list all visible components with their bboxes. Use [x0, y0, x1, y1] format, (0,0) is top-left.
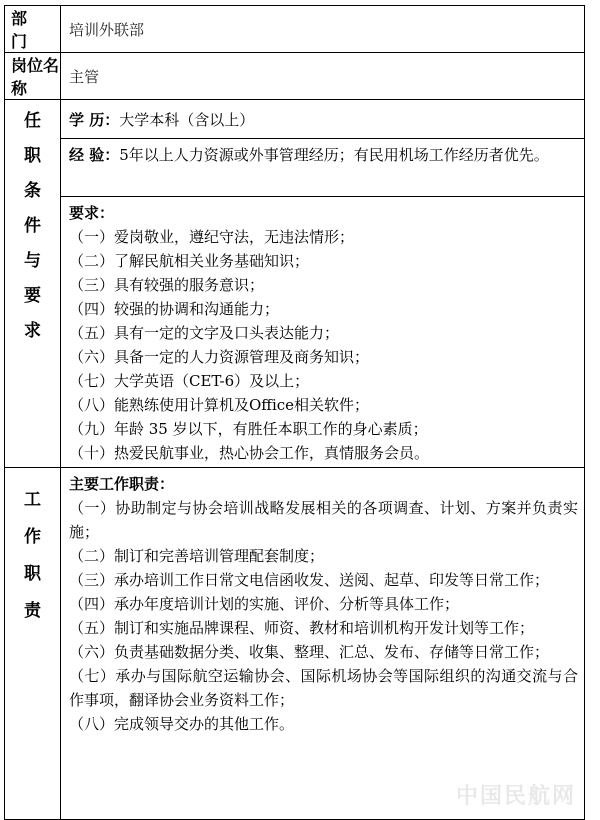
duty-item: （七）承办与国际航空运输协会、国际机场协会等国际组织的沟通交流与合作事项，翻译协会业务资料工作； — [69, 667, 578, 709]
requirement-item: （四）较强的协调和沟通能力； — [69, 300, 280, 318]
qual-char: 任 — [24, 111, 41, 131]
requirement-item: （十）热爱民航事业，热心协会工作，真情服务会员。 — [69, 444, 430, 462]
requirements-title: 要求： — [69, 204, 115, 222]
watermark-logo: 中国民航网 — [455, 784, 576, 809]
requirement-item: （三）具有较强的服务意识； — [69, 276, 265, 294]
education-row — [5, 100, 585, 139]
requirement-item: （九）年龄 35 岁以下，有胜任本职工作的身心素质； — [69, 420, 428, 438]
experience-label: 经 验： — [69, 146, 120, 164]
experience-value: 5年以上人力资源或外事管理经历；有民用机场工作经历者优先。 — [119, 146, 549, 164]
duty-item: （三）承办培训工作日常文电信函收发、送阅、起草、印发等日常工作； — [69, 571, 550, 589]
duty-item: （一）协助制定与协会培训战略发展相关的各项调查、计划、方案并负责实施； — [69, 499, 578, 541]
requirement-item: （二）了解民航相关业务基础知识； — [69, 252, 310, 270]
duty-item: （五）制订和实施品牌课程、师资、教材和培训机构开发计划等工作； — [69, 619, 535, 637]
job-description-sheet — [4, 5, 584, 820]
duty-item: （二）制订和完善培训管理配套制度； — [69, 547, 325, 565]
position-label: 岗位名称 — [5, 53, 61, 100]
requirements-row — [5, 197, 585, 468]
qual-char: 件 — [24, 216, 41, 236]
qualifications-side-label — [5, 100, 61, 468]
requirement-item: （八）能熟练使用计算机及Office相关软件； — [69, 396, 370, 414]
requirement-item: （一）爱岗敬业，遵纪守法，无违法情形； — [69, 228, 355, 246]
job-description-table — [4, 5, 585, 820]
department-row — [5, 6, 585, 53]
qual-char: 求 — [24, 321, 41, 341]
requirement-item: （五）具有一定的文字及口头表达能力； — [69, 324, 340, 342]
duty-item: （八）完成领导交办的其他工作。 — [69, 715, 295, 733]
duty-char: 作 — [24, 527, 41, 547]
duties-cell — [61, 468, 585, 820]
duty-item: （六）负责基础数据分类、收集、整理、汇总、发布、存储等日常工作； — [69, 643, 550, 661]
requirements-cell — [61, 197, 585, 468]
department-label: 部 门 — [5, 6, 61, 53]
duty-char: 工 — [24, 490, 41, 510]
position-row — [5, 53, 585, 100]
duty-item: （四）承办年度培训计划的实施、评价、分析等具体工作； — [69, 595, 460, 613]
education-label: 学 历： — [69, 111, 120, 129]
requirement-item: （六）具备一定的人力资源管理及商务知识； — [69, 348, 370, 366]
education-cell — [61, 100, 585, 139]
duties-row — [5, 468, 585, 820]
qual-char: 要 — [24, 286, 41, 306]
experience-cell — [61, 139, 585, 197]
education-value: 大学本科（含以上） — [119, 111, 255, 129]
duty-char: 责 — [24, 601, 41, 621]
duties-title: 主要工作职责： — [69, 475, 175, 493]
experience-text — [69, 143, 578, 167]
experience-row — [5, 139, 585, 197]
department-value: 培训外联部 — [61, 6, 585, 53]
qual-char: 条 — [24, 181, 41, 201]
qual-char: 职 — [24, 146, 41, 166]
position-value: 主管 — [61, 53, 585, 100]
qual-char: 与 — [24, 251, 41, 271]
duties-side-label — [5, 468, 61, 820]
duty-char: 职 — [24, 564, 41, 584]
requirement-item: （七）大学英语（CET-6）及以上； — [69, 372, 310, 390]
